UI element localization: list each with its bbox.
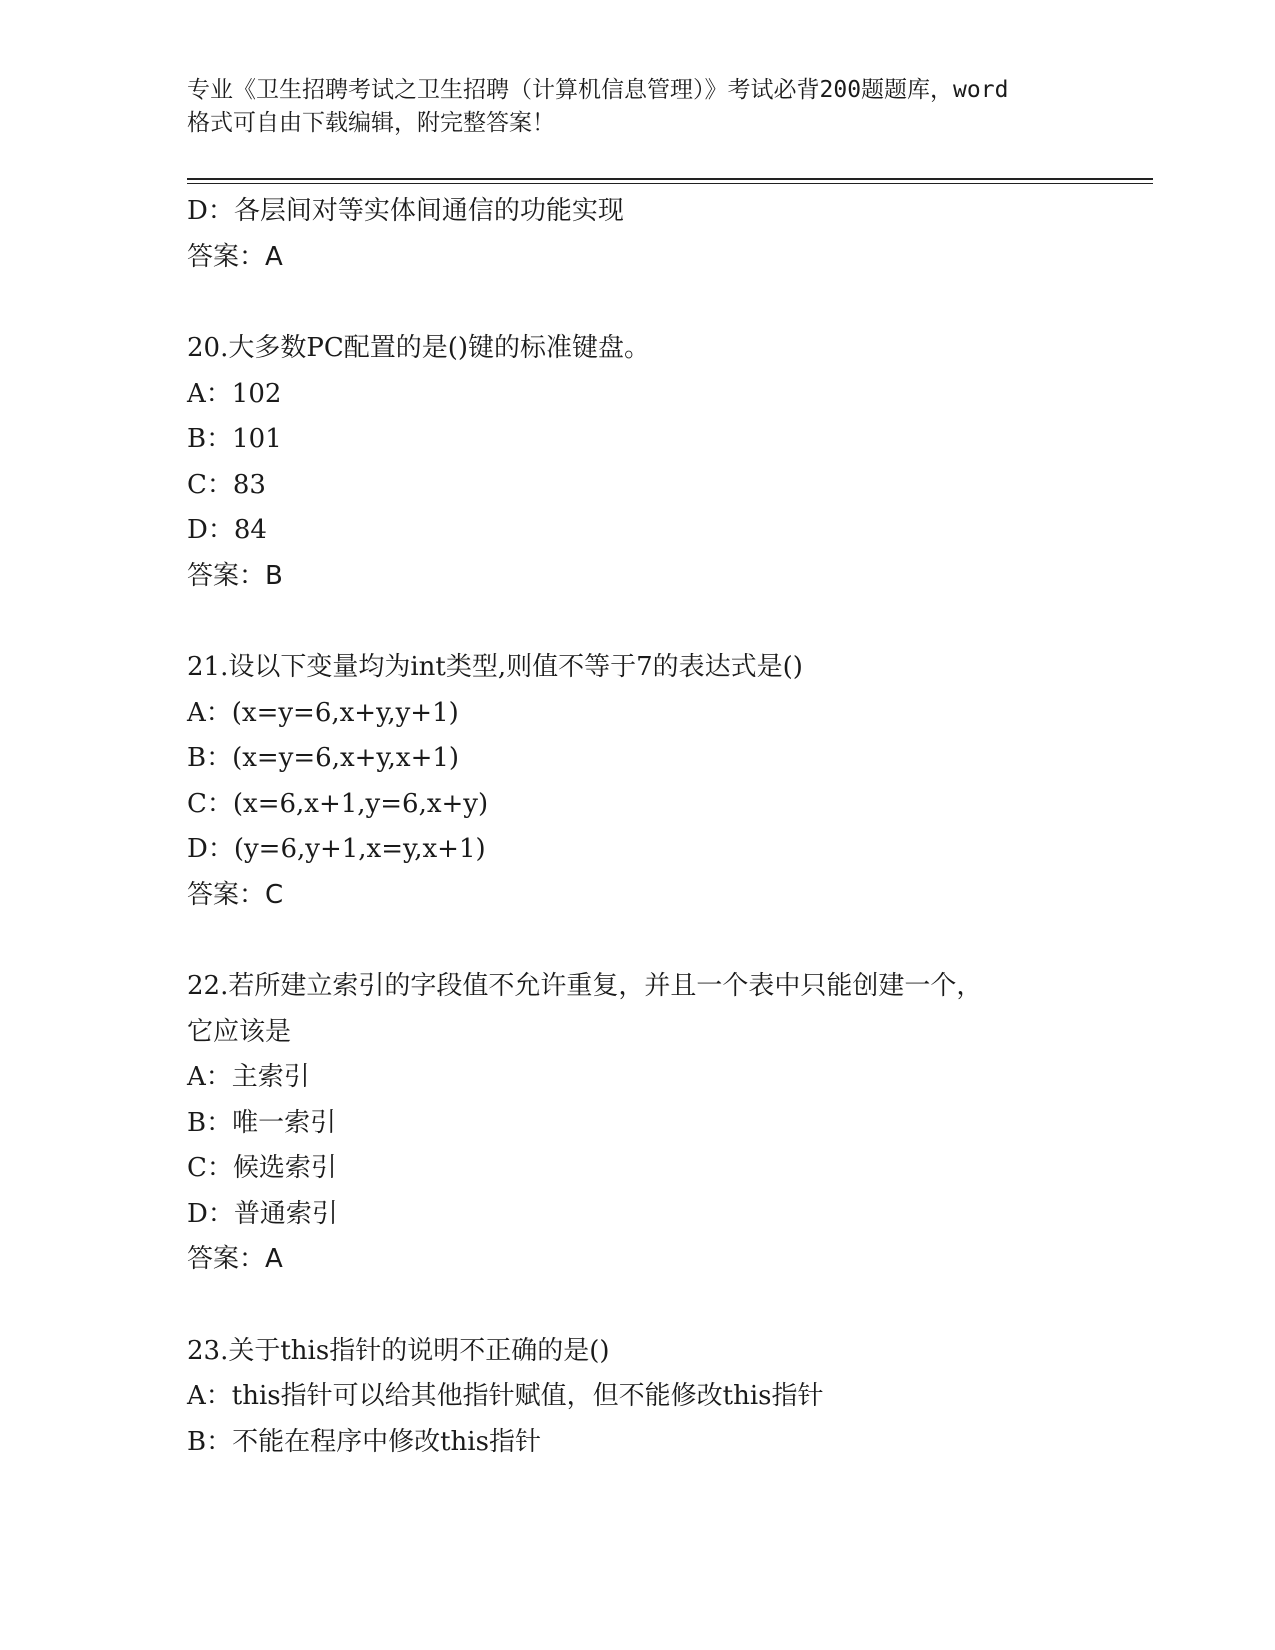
option-a: A：this指针可以给其他指针赋值，但不能修改this指针 bbox=[187, 1381, 824, 1411]
option-d: D：普通索引 bbox=[187, 1198, 338, 1229]
question-block-19-tail bbox=[187, 189, 1137, 280]
question-list bbox=[187, 189, 1137, 1465]
question-text: 21.设以下变量均为int类型,则值不等于7的表达式是() bbox=[187, 652, 803, 682]
question-block-21 bbox=[187, 645, 1137, 918]
question-text-line-2: 它应该是 bbox=[187, 1016, 292, 1047]
header-line-1: 专业《卫生招聘考试之卫生招聘（计算机信息管理）》考试必背200题题库，word bbox=[187, 77, 1009, 103]
option-c: C：(x=6,x+1,y=6,x+y) bbox=[187, 788, 489, 819]
option-d: D：84 bbox=[187, 515, 267, 545]
option-b: B：101 bbox=[187, 424, 282, 454]
document-header bbox=[187, 74, 1107, 140]
answer-line: 答案：B bbox=[187, 560, 283, 591]
option-b: B：(x=y=6,x+y,x+1) bbox=[187, 743, 460, 773]
answer-line: 答案：A bbox=[187, 241, 283, 272]
answer-line: 答案：C bbox=[187, 879, 284, 910]
option-a: A：102 bbox=[187, 378, 282, 409]
header-divider-thick bbox=[187, 178, 1153, 180]
question-text-line-1: 22.若所建立索引的字段值不允许重复，并且一个表中只能创建一个， bbox=[187, 971, 983, 1001]
question-text: 20.大多数PC配置的是()键的标准键盘。 bbox=[187, 333, 651, 363]
question-block-20 bbox=[187, 326, 1137, 599]
option-c: C：候选索引 bbox=[187, 1153, 337, 1183]
option-d: D：各层间对等实体间通信的功能实现 bbox=[187, 196, 624, 226]
option-c: C：83 bbox=[187, 469, 266, 500]
question-block-22 bbox=[187, 964, 1137, 1283]
option-d: D：(y=6,y+1,x=y,x+1) bbox=[187, 834, 486, 864]
option-a: A：主索引 bbox=[187, 1062, 310, 1092]
option-a: A：(x=y=6,x+y,y+1) bbox=[187, 697, 459, 728]
question-block-23 bbox=[187, 1329, 1137, 1466]
header-divider-thin bbox=[187, 183, 1153, 184]
option-b: B：唯一索引 bbox=[187, 1107, 337, 1138]
header-line-2: 格式可自由下载编辑，附完整答案！ bbox=[187, 110, 555, 136]
question-text: 23.关于this指针的说明不正确的是() bbox=[187, 1335, 610, 1366]
answer-line: 答案：A bbox=[187, 1244, 283, 1274]
option-b: B：不能在程序中修改this指针 bbox=[187, 1426, 541, 1457]
